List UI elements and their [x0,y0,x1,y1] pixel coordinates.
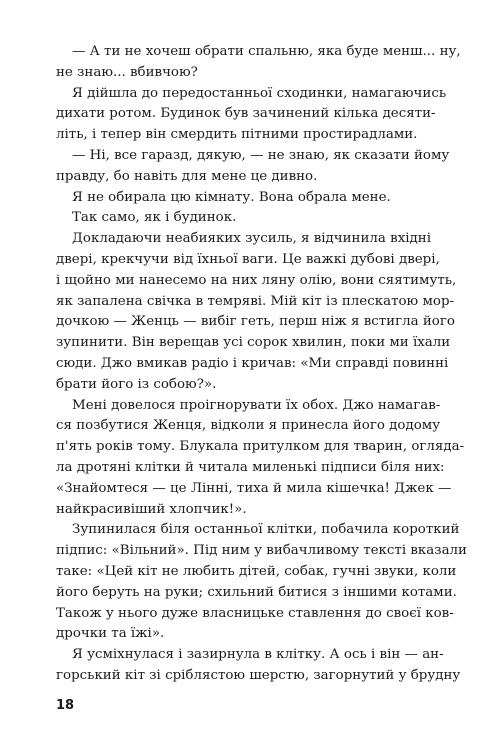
paragraph [56,42,461,84]
text-line: Так само, як і будинок. [72,210,237,226]
text-line: дрочки та їжі». [56,626,165,642]
text-line: брати його із собою?». [56,376,217,392]
text-line: як запалена свічка в темряві. Мій кіт із плескатою мор- [56,293,455,309]
text-line: не знаю... вбивчою? [56,64,198,80]
paragraph [56,396,465,521]
paragraph [56,188,422,209]
text-line: Також у нього дуже власницьке ставлення до своєї ков- [56,605,454,621]
text-line: ла дротяні клітки й читала миленькі підписи біля них: [56,459,445,475]
text-line: дихати ротом. Будинок був зачинений кілька десяти- [56,106,436,122]
text-line: Зупинилася біля останньої клітки, побачила короткий [72,522,460,538]
text-line: підпис: «Вільний». Під ним у вибачливому тексті вказали [56,543,467,559]
text-line: двері, крекчучи від їхньої ваги. Це важкі дубові двері, [56,251,440,267]
paragraph [56,645,461,687]
text-line: «Знайомтеся — це Лінні, тиха й мила кішечка! Джек — [56,480,452,496]
paragraph [56,229,457,395]
paragraph [56,520,467,645]
paragraph [56,84,447,146]
text-line: літь, і тепер він смердить пітними простирадлами. [56,127,418,143]
text-line: — А ти не хочеш обрати спальню, яка буде менш... ну, [72,44,461,59]
text-line: дочкою — Женць — вибіг геть, перш ніж я встигла його [56,314,455,330]
text-line: правду, бо навіть для мене це дивно. [56,168,318,184]
text-line: Докладаючи неабияких зусиль, я відчинила вхідні [72,231,431,247]
text-line: Мені довелося проігнорувати їх обох. Джо намагав- [72,397,441,413]
page-body [56,42,467,687]
text-line: найкрасивіший хлопчик!». [56,501,247,517]
text-line: горський кіт зі сріблястою шерстю, загорнутий у брудну [56,667,461,683]
paragraph [56,146,450,188]
text-line: сюди. Джо вмикав радіо і кричав: «Ми справді повинні [56,355,449,371]
page-number: 18 [56,698,75,713]
text-line: Я дійшла до передостанньої сходинки, намагаючись [72,85,447,101]
text-line: Я усміхнулася і зазирнула в клітку. А ось і він — ан- [72,647,444,663]
paragraph [56,208,422,229]
text-line: Я не обирала цю кімнату. Вона обрала мене. [72,189,391,205]
text-line: таке: «Цей кіт не любить дітей, собак, гучні звуки, коли [56,563,457,579]
text-line: — Ні, все гаразд, дякую, — не знаю, як сказати йому [72,147,450,163]
text-line: його беруть на руки; схильний битися з іншими котами. [56,584,457,600]
text-line: п'ять років тому. Блукала притулком для тварин, огляда- [56,439,465,455]
text-line: зупинити. Він верещав усі сорок хвилин, поки ми їхали [56,335,451,351]
text-line: ся позбутися Женця, відколи я принесла його додому [56,418,441,434]
text-line: і щойно ми нанесемо на них ляну олію, вони сяятимуть, [56,272,457,288]
